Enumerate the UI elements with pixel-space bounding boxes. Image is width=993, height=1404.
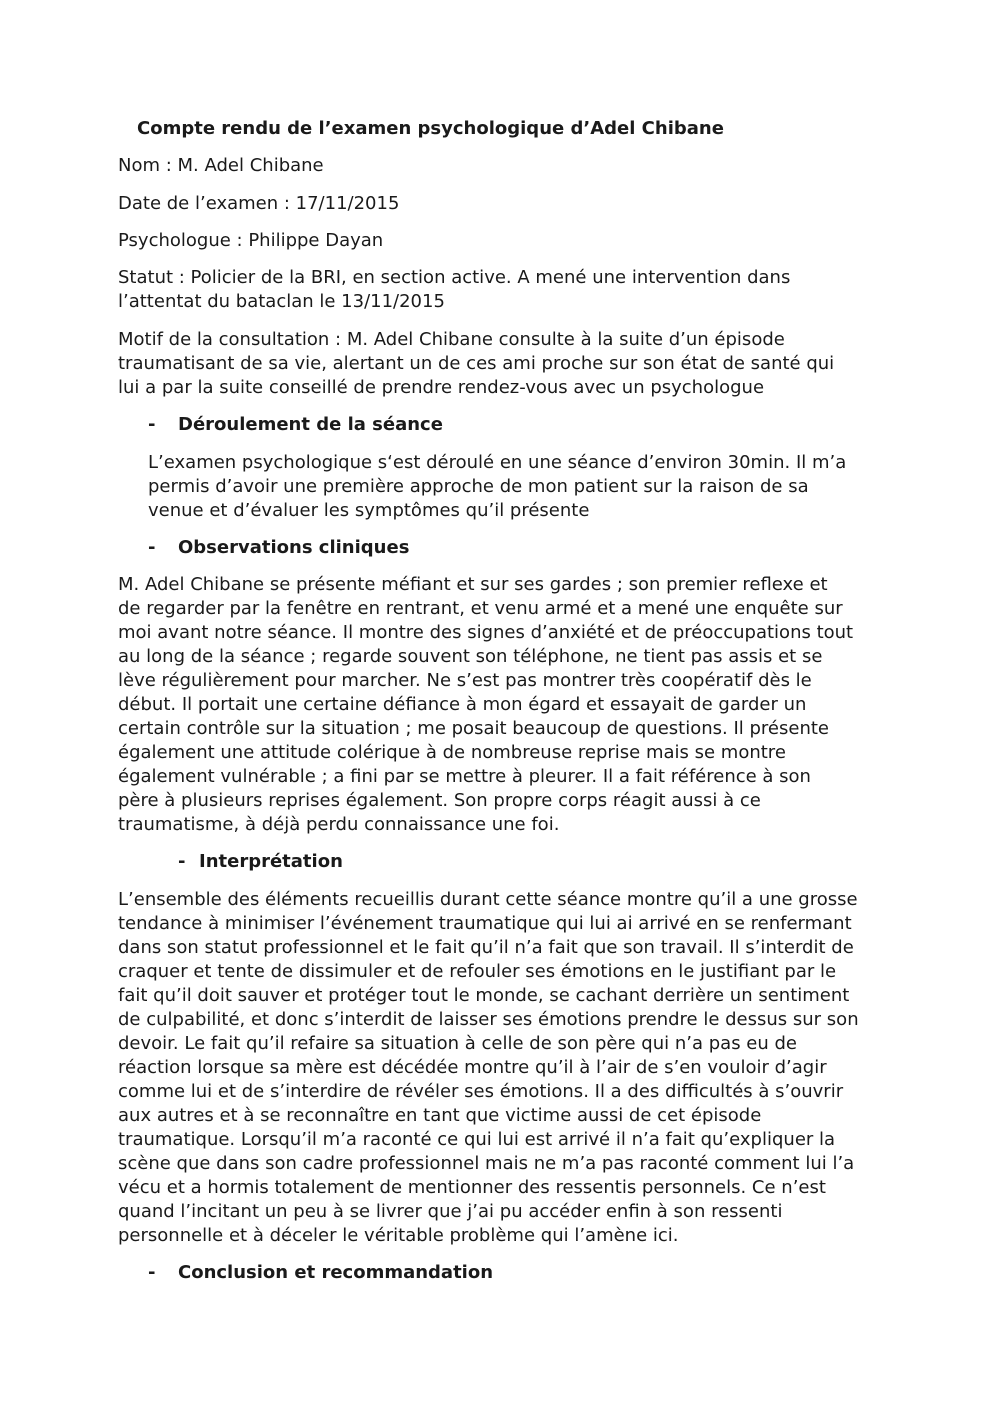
section-heading-observations: Observations cliniques (178, 537, 410, 558)
section-bullet-dash: - (148, 1262, 156, 1283)
section-heading-interpretation: Interprétation (199, 851, 343, 872)
section-bullet-dash: - (148, 537, 156, 558)
consultation-reason-field: Motif de la consultation : M. Adel Chibane consulte à la suite d’un épisode traumatisant de sa vie, alertant un de ces ami proche sur son état de santé qui lui a par la suite conseillé de prendre rendez-vous avec un psychologue (118, 329, 835, 398)
section-text-interpretation: L’ensemble des éléments recueillis durant cette séance montre qu’il a une grosse tendance à minimiser l’événement traumatique qui lui ai arrivé en se renfermant dans son statut professionnel et le fait qu’il n’a fait que son travail. Il s’interdit de craquer et tente de dissimuler et de refouler ses émotions en le justifiant par le fait qu’il doit sauver et protéger tout le monde, se cachant derrière un sentiment de culpabilité, et donc s’interdit de laisser ses émotions prendre le dessus sur son devoir. Le fait qu’il refaire sa situation à celle de son père qui n’a pas eu de réaction lorsque sa mère est décédée montre qu’il à l’air de s’en vouloir d’agir comme lui et de s’interdire de révéler ses émotions. Il a des difficultés à s’ouvrir aux autres et à se reconnaître en tant que victime aussi de cet épisode traumatique. Lorsqu’il m’a raconté ce qui lui est arrivé il n’a fait qu’expliquer la scène que dans son cadre professionnel mais ne m’a pas raconté comment lui l’a vécu et a hormis totalement de mentionner des ressentis personnels. Ce n’est quand l’incitant un peu à se livrer que j’ai pu accéder enfin à son ressenti personnelle et à déceler le véritable problème qui l’amène ici. (118, 889, 859, 1246)
section-bullet-dash: - (148, 414, 156, 435)
section-text-deroulement: L’examen psychologique s‘est déroulé en une séance d’environ 30min. Il m’a permis d’avoir une première approche de mon patient sur la raison de sa venue et d’évaluer les symptômes qu’il présente (148, 452, 847, 521)
psychologist-field: Psychologue : Philippe Dayan (118, 230, 384, 251)
section-heading-conclusion: Conclusion et recommandation (178, 1262, 494, 1283)
document-title: Compte rendu de l’examen psychologique d’Adel Chibane (137, 118, 724, 139)
section-heading-deroulement: Déroulement de la séance (178, 414, 443, 435)
status-field: Statut : Policier de la BRI, en section active. A mené une intervention dans l’attentat du bataclan le 13/11/2015 (118, 267, 791, 312)
section-bullet-dash: - (178, 851, 186, 872)
section-text-observations: M. Adel Chibane se présente méfiant et sur ses gardes ; son premier reflexe et de regarder par la fenêtre en rentrant, et venu armé et a mené une enquête sur moi avant notre séance. Il montre des signes d’anxiété et de préoccupations tout au long de la séance ; regarde souvent son téléphone, ne tient pas assis et se lève régulièrement pour marcher. Ne s’est pas montrer très coopératif dès le début. Il portait une certaine défiance à mon égard et essayait de garder un certain contrôle sur la situation ; me posait beaucoup de questions. Il présente également une attitude colérique à de nombreuse reprise mais se montre également vulnérable ; a fini par se mettre à pleurer. Il a fait référence à son père à plusieurs reprises également. Son propre corps réagit aussi à ce traumatisme, à déjà perdu connaissance une foi. (118, 574, 854, 835)
patient-name-field: Nom : M. Adel Chibane (118, 155, 324, 176)
exam-date-field: Date de l’examen : 17/11/2015 (118, 193, 400, 214)
